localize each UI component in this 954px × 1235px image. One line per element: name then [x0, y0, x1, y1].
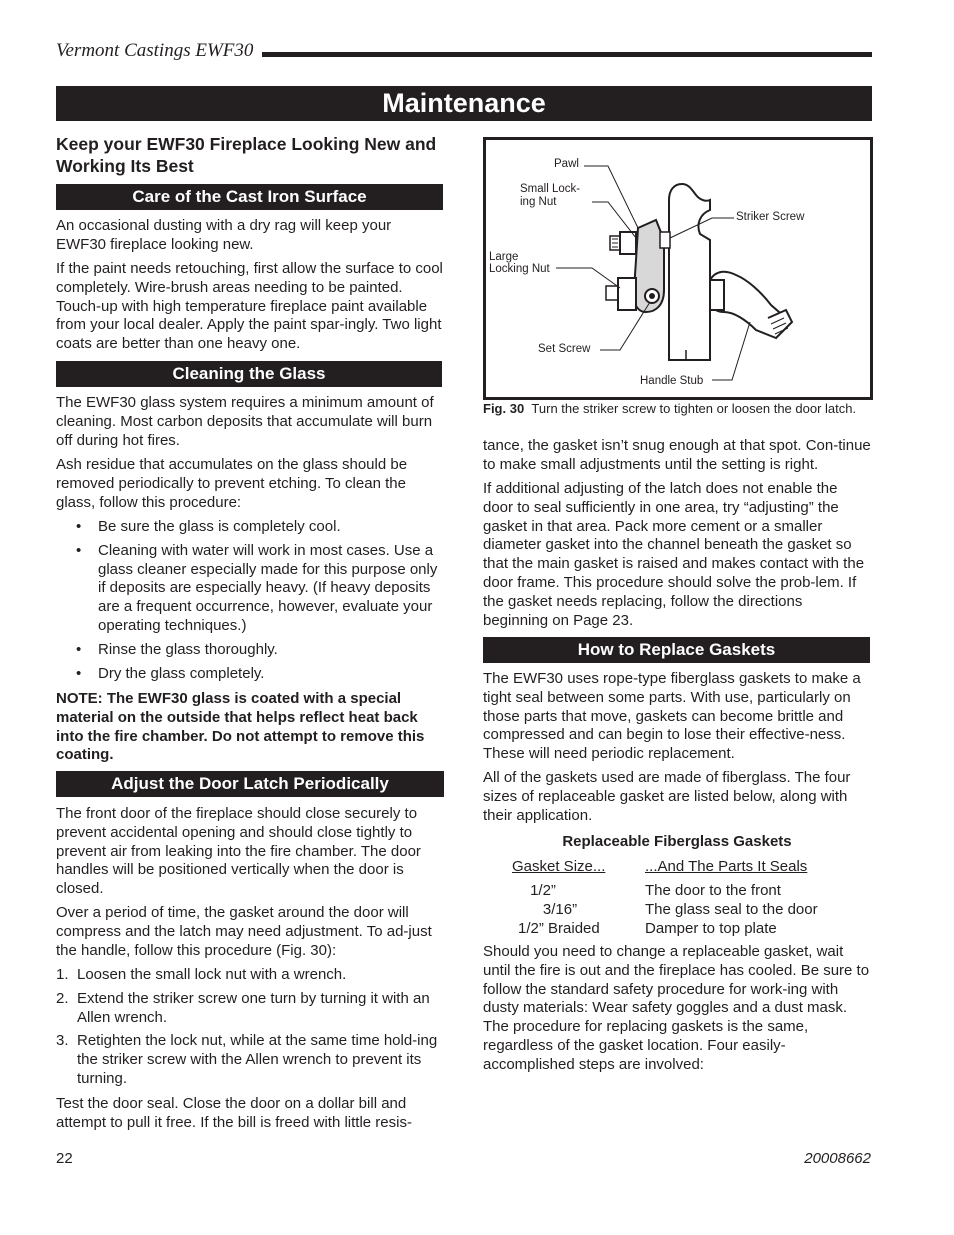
latch-paragraph-1: The front door of the fireplace should close securely to prevent accidental opening and should close tightly to prevent air from leaking into the fire chamber. The door handles will be positioned vertically when the door is closed. [56, 805, 421, 898]
gasket-table-title: Replaceable Fiberglass Gaskets [562, 833, 792, 850]
figure-number: Fig. 30 [483, 401, 525, 416]
gasket-size: 1/2” [530, 882, 556, 899]
care-paragraph-1: An occasional dusting with a dry rag will keep your EWF30 fireplace looking new. [56, 217, 392, 253]
list-item: • Cleaning with water will work in most cases. Use a glass cleaner especially made for this purpose only if deposits are especially heavy. (If heavy deposits are a frequent occurrence, however, evaluate your operating techniques.) [56, 542, 444, 636]
label-striker-screw: Striker Screw [736, 211, 805, 223]
document-number: 20008662 [804, 1150, 871, 1167]
step-number: 2. [56, 989, 69, 1007]
glass-section-bar: Cleaning the Glass [56, 361, 442, 387]
latch-steps-list [56, 966, 444, 1089]
gaskets-paragraph-1: The EWF30 uses rope-type fiberglass gaskets to make a tight seal between some parts. With use, particularly on those parts that move, gaskets can become brittle and compressed and can begin to lose their effective-ness. These will need periodic replacement. [483, 670, 861, 763]
care-paragraph-2: If the paint needs retouching, first allow the surface to cool completely. Wire-brush areas needing to be painted. Touch-up with high temperature fireplace paint available from your local dealer. Apply the paint spar-ingly. Two light coats are better than one heavy one. [56, 260, 443, 353]
list-item: • Rinse the glass thoroughly. [56, 641, 444, 660]
gaskets-paragraph-3: Should you need to change a replaceable gasket, wait until the fire is out and the fireplace has cooled. Be sure to follow the standard safety procedure for work-ing with dusty materials: Wear safety goggles and a dust mask. The procedure for replacing gaskets is the same, regardless of the gasket location. Four easily-accomplished steps are involved: [483, 943, 870, 1073]
header-rule [262, 52, 872, 57]
label-pawl: Pawl [554, 158, 579, 170]
step-text: Loosen the small lock nut with a wrench. [77, 966, 347, 983]
gasket-table-header-parts: ...And The Parts It Seals [645, 858, 808, 875]
step-text: Retighten the lock nut, while at the same time hold-ing the striker screw with the Allen wrench to prevent its turning. [77, 1032, 438, 1087]
list-item [56, 966, 444, 985]
step-number: 3. [56, 1032, 69, 1050]
label-large-locking-nut-2: Locking Nut [489, 263, 550, 275]
header-brand: Vermont Castings EWF30 [56, 40, 254, 61]
gaskets-section-bar: How to Replace Gaskets [483, 637, 870, 663]
figure-caption-text: Turn the striker screw to tighten or loosen the door latch. [531, 401, 857, 416]
gasket-table-header-size: Gasket Size... [512, 858, 606, 875]
gasket-part: Damper to top plate [645, 920, 777, 937]
gasket-part: The door to the front [645, 882, 781, 899]
gasket-part: The glass seal to the door [645, 901, 818, 918]
label-handle-stub: Handle Stub [640, 375, 704, 387]
label-small-locking-nut-2: ing Nut [520, 196, 557, 208]
page-number: 22 [56, 1150, 73, 1167]
figure-caption [483, 401, 871, 417]
latch-paragraph-4: tance, the gasket isn’t snug enough at that spot. Con-tinue to make small adjustments until the setting is right. [483, 437, 871, 473]
glass-procedure-list [56, 518, 444, 683]
glass-paragraph-2: Ash residue that accumulates on the glass should be removed periodically to prevent etching. To clean the glass, follow this procedure: [56, 456, 408, 511]
step-text: Extend the striker screw one turn by turning it with an Allen wrench. [77, 989, 430, 1026]
label-set-screw: Set Screw [538, 343, 591, 355]
latch-paragraph-5: If additional adjusting of the latch does not enable the door to seal sufficiently in one area, try “adjusting” the gasket in that area. Pack more cement or a smaller diameter gasket into the channel beneath the gasket so that the main gasket is raised and makes contact with the door frame. This procedure should solve the prob-lem. If the gasket needs replacing, follow the directions beginning on Page 23. [483, 480, 865, 629]
label-large-locking-nut-1: Large [489, 251, 519, 263]
list-item [56, 990, 444, 1028]
gasket-size: 3/16” [542, 901, 578, 918]
glass-paragraph-1: The EWF30 glass system requires a minimum amount of cleaning. Most carbon deposits that accumulate will burn off during hot fires. [56, 394, 434, 449]
gaskets-paragraph-2: All of the gaskets used are made of fiberglass. The four sizes of replaceable gasket are listed below, along with their application. [483, 769, 851, 824]
latch-paragraph-3: Test the door seal. Close the door on a dollar bill and attempt to pull it free. If the bill is freed with little resis- [56, 1095, 412, 1131]
section-heading: Keep your EWF30 Fireplace Looking New and Working Its Best [56, 134, 437, 176]
latch-section-bar: Adjust the Door Latch Periodically [56, 771, 444, 797]
gasket-size: 1/2” Braided [518, 920, 600, 937]
care-section-bar: Care of the Cast Iron Surface [56, 184, 443, 210]
list-item: • Dry the glass completely. [56, 665, 444, 684]
latch-paragraph-2: Over a period of time, the gasket around the door will compress and the latch may need adjustment. To ad-just the handle, follow this procedure (Fig. 30): [56, 904, 432, 959]
page-title: Maintenance [56, 86, 872, 121]
list-item: • Be sure the glass is completely cool. [56, 518, 444, 537]
step-number: 1. [56, 966, 69, 983]
glass-note: NOTE: The EWF30 glass is coated with a special material on the outside that helps reflect heat back into the fire chamber. Do not attempt to remove this coating. [56, 690, 425, 764]
list-item [56, 1032, 444, 1088]
label-small-locking-nut-1: Small Lock- [520, 183, 581, 195]
figure-30 [483, 137, 873, 400]
